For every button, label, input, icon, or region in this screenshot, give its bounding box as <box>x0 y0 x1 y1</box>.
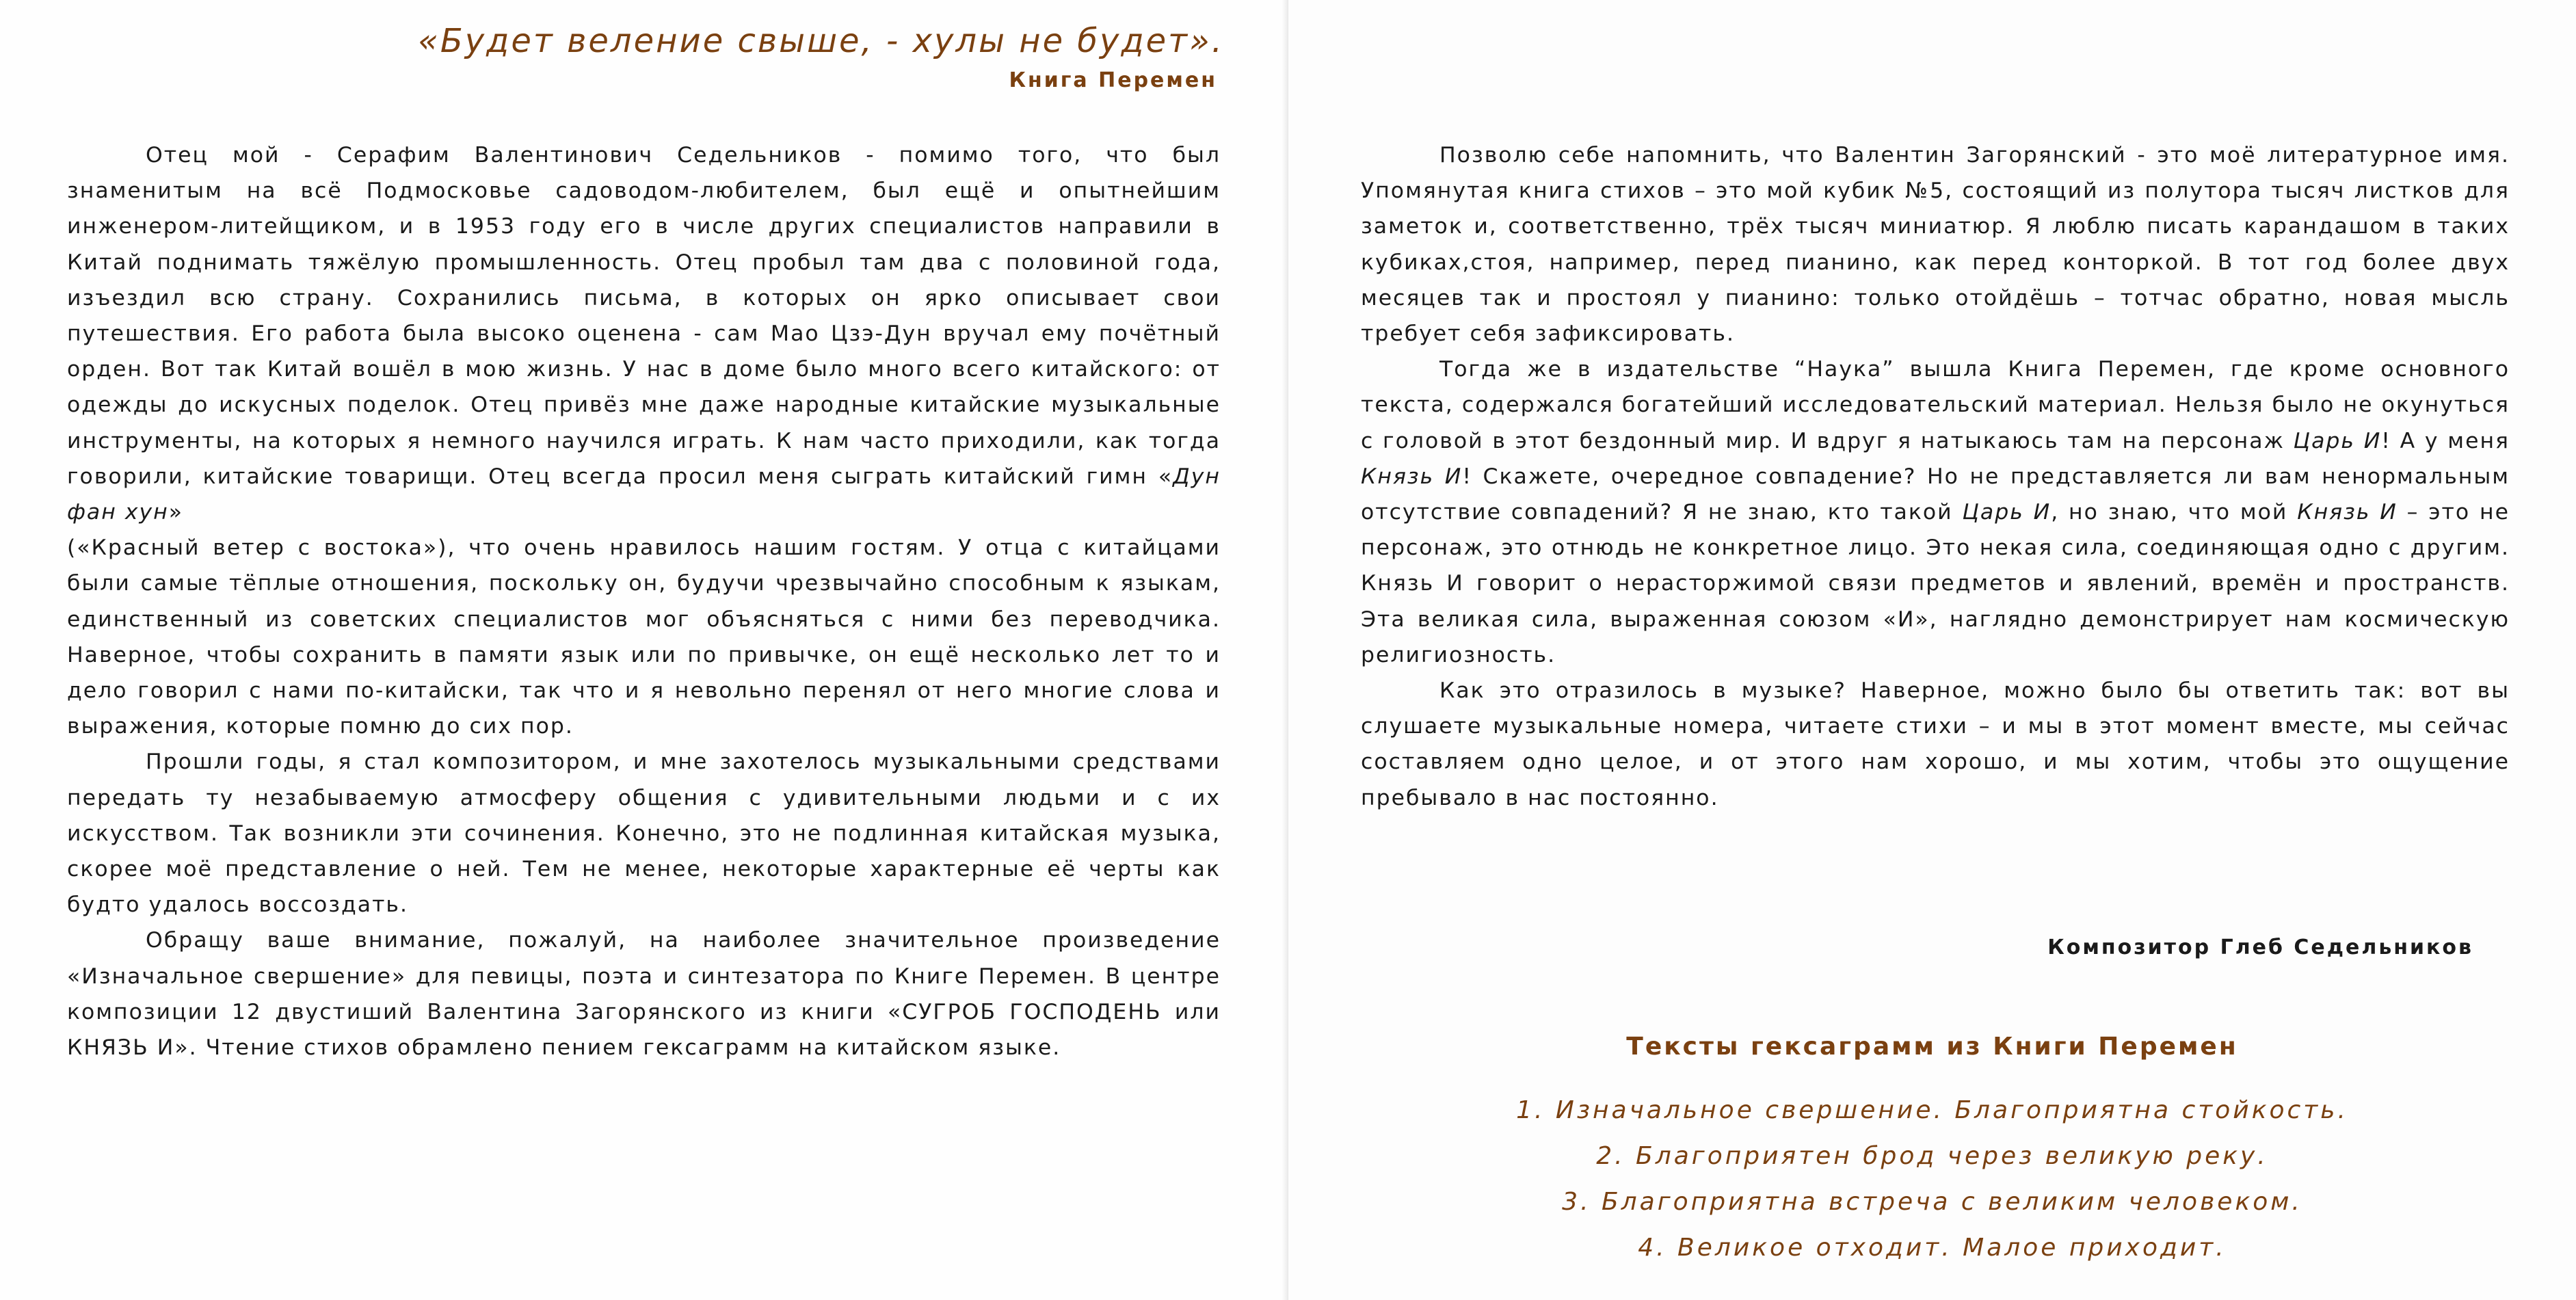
hexagrams-title: Тексты гексаграмм из Книги Перемен <box>1626 1033 2238 1061</box>
epigraph-source: Книга Перемен <box>1009 68 1217 92</box>
paragraph-3: Прошли годы, я стал композитором, и мне захотелось музыкальными средствами передать ту незабываемую атмосферу общения с удивительными людьми и с их искусством. Так возникли эти сочинения. Конечно, это не подлинная китайская музыка, скорее моё представление о ней. Тем не менее, некоторые характерные её черты как будто удалось воссоздать. <box>67 750 1221 918</box>
paragraph-7: Как это отразилось в музыке? Наверное, можно было бы ответить так: вот вы слушаете музыкальные номера, читаете стихи – и мы в этот момент вместе, мы сейчас составляем одно целое, и от этого нам хорошо, и мы хотим, чтобы это ощущение пребывало в нас постоянно. <box>1361 678 2510 810</box>
signature: Композитор Глеб Седельников <box>2047 936 2473 959</box>
hexagram-item: 1. Изначальное свершение. Благоприятна стойкость. <box>1516 1096 2348 1124</box>
left-page-text <box>67 137 1221 1065</box>
right-page <box>1288 0 2576 1300</box>
paragraph-5: Позволю себе напомнить, что Валентин Загорянский - это моё литературное имя. Упомянутая книга стихов – это мой кубик №5, состоящий из полутора тысяч листков для заметок и, соответственно, трёх тысяч миниатюр. Я люблю писать карандашом в таких кубиках,стоя, например, перед пианино, как перед конторкой. В тот год более двух месяцев так и простоял у пианино: только отойдёшь – тотчас обратно, новая мысль требует себя зафиксировать. <box>1361 143 2510 347</box>
paragraph-6: Тогда же в издательстве “Наука” вышла Книга Перемен, где кроме основного текста, содержался богатейший исследовательский материал. Нельзя было не окунуться с головой в этот бездонный мир. И вдруг я натыкаюсь там на персонаж Царь И! А у меня Князь И! Скажете, очередное совпадение? Но не представляется ли вам ненормальным отсутствие совпадений? Я не знаю, кто такой Царь И, но знаю, что мой Князь И – это не персонаж, это отнюдь не конкретное лицо. Это некая сила, соединяющая одно с другим. Князь И говорит о нерасторжимой связи предметов и явлений, времён и пространств. Эта великая сила, выраженная союзом «И», наглядно демонстрирует нам космическую религиозность. <box>1361 357 2510 667</box>
paragraph-4: Обращу ваше внимание, пожалуй, на наиболее значительное произведение «Изначальное свершение» для певицы, поэта и синтезатора по Книге Перемен. В центре композиции 12 двустиший Валентина Загорянского из книги «СУГРОБ ГОСПОДЕНЬ или КНЯЗЬ И». Чтение стихов обрамлено пением гексаграмм на китайском языке. <box>67 928 1221 1061</box>
hexagram-item: 4. Великое отходит. Малое приходит. <box>1638 1234 2227 1262</box>
knyaz-i-mention: Князь И <box>1361 464 1463 489</box>
tsar-i-mention: Царь И <box>1962 500 2051 525</box>
paragraph-2: («Красный ветер с востока»), что очень нравилось нашим гостям. У отца с китайцами были самые тёплые отношения, поскольку он, будучи чрезвычайно способным к языкам, единственный из советских специалистов мог объясняться с ними без переводчика. Наверное, чтобы сохранить в памяти язык или по привычке, он ещё несколько лет то и дело говорил с нами по-китайски, так что и я невольно перенял от него многие слова и выражения, которые помню до сих пор. <box>67 535 1221 739</box>
hexagrams-list <box>1288 1087 2576 1271</box>
tsar-i-mention: Царь И <box>2293 428 2382 453</box>
paragraph-1: Отец мой - Серафим Валентинович Седельников - помимо того, что был знаменитым на всё Подмосковье садоводом-любителем, был ещё и опытнейшим инженером-литейщиком, и в 1953 году его в числе других специалистов направили в Китай поднимать тяжёлую промышленность. Отец пробыл там два с половиной года, изъездил всю страну. Сохранились письма, в которых он ярко описывает свои путешествия. Его работа была высоко оценена - сам Мао Цзэ-Дун вручал ему почётный орден. Вот так Китай вошёл в мою жизнь. У нас в доме было много всего китайского: от одежды до искусных поделок. Отец привёз мне даже народные китайские музыкальные инструменты, на которых я немного научился играть. К нам часто приходили, как тогда говорили, китайские товарищи. Отец всегда просил меня сыграть китайский гимн «Дун фан хун» <box>67 143 1221 525</box>
right-page-text <box>1361 137 2510 816</box>
knyaz-i-mention: Князь И <box>2297 500 2398 525</box>
hexagram-item: 3. Благоприятна встреча с великим человеком. <box>1562 1188 2302 1216</box>
anthem-title: Дун фан хун <box>67 464 1221 525</box>
epigraph-quote: «Будет веление свыше, - хулы не будет». <box>418 22 1224 60</box>
hexagram-item: 2. Благоприятен брод через великую реку. <box>1596 1142 2268 1170</box>
